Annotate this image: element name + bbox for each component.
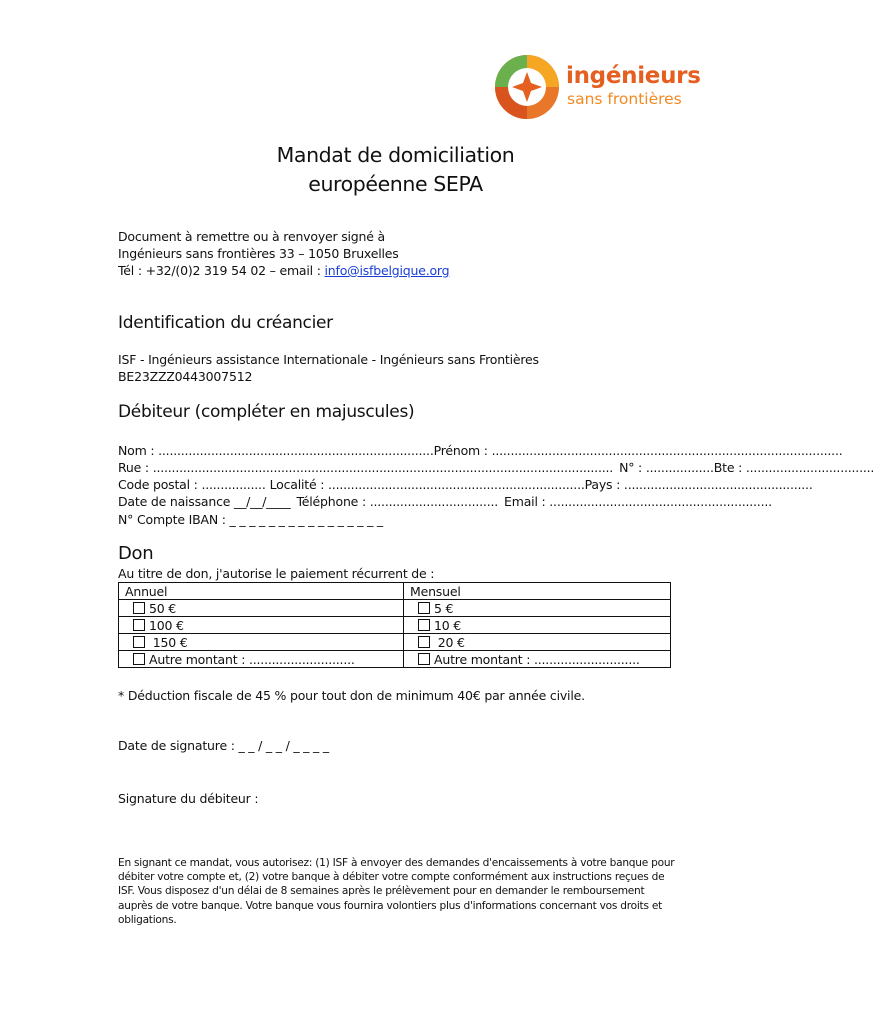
isf-logo-icon [494,54,560,120]
intro-line-2: Ingénieurs sans frontières 33 – 1050 Bruxelles [118,246,399,261]
checkbox-icon[interactable] [418,619,430,631]
option-mensuel-autre[interactable] [404,651,671,668]
intro-line-1: Document à remettre ou à renvoyer signé à [118,229,385,244]
isf-logo [494,54,701,120]
donation-table [118,582,671,668]
column-header-mensuel: Mensuel [404,583,671,600]
don-intro: Au titre de don, j'autorise le paiement récurrent de : [118,566,435,581]
table-row [119,634,671,651]
checkbox-icon[interactable] [133,602,145,614]
creditor-id: BE23ZZZ0443007512 [118,369,253,384]
email-field[interactable]: Email : ........................................................... [504,494,772,509]
checkbox-icon[interactable] [418,602,430,614]
checkbox-icon[interactable] [418,636,430,648]
bte-field[interactable]: Bte : .................................. [713,460,874,475]
signature-label: Signature du débiteur : [118,791,259,806]
checkbox-icon[interactable] [133,636,145,648]
iban-field[interactable]: N° Compte IBAN : _ _ _ _ _ _ _ _ _ _ _ _ _ _ _ _ [118,512,383,527]
tax-deduction-note: * Déduction fiscale de 45 % pour tout don de minimum 40€ par année civile. [118,688,585,703]
option-label: 5 € [434,600,454,616]
table-row [119,617,671,634]
option-label: 150 € [149,634,188,650]
debtor-row-contact [118,494,772,509]
option-annuel-50[interactable] [119,600,404,617]
email-link[interactable]: info@isfbelgique.org [324,263,450,278]
option-mensuel-5[interactable] [404,600,671,617]
checkbox-icon[interactable] [418,653,430,665]
table-header-row [119,583,671,600]
option-mensuel-10[interactable] [404,617,671,634]
debtor-row-name [118,443,843,458]
column-header-annuel: Annuel [119,583,404,600]
option-label: 10 € [434,617,462,633]
date-naissance-field[interactable]: Date de naissance __/__/____ [118,494,291,509]
nom-field[interactable]: Nom : ......................................................................... [118,443,434,458]
option-mensuel-20[interactable] [404,634,671,651]
debtor-row-address [118,460,874,475]
document-title-line-2: européenne SEPA [308,172,483,196]
document-title-line-1: Mandat de domiciliation [276,143,515,167]
option-annuel-autre[interactable] [119,651,404,668]
pays-field[interactable]: Pays : .................................................. [584,477,813,492]
phone-email-text: Tél : +32/(0)2 319 54 02 – email : [118,263,325,278]
prenom-field[interactable]: Prénom : ............................................................................................. [433,443,843,458]
logo-text-sans-frontieres: sans frontières [567,90,682,108]
debtor-heading: Débiteur (compléter en majuscules) [118,402,415,422]
table-row [119,651,671,668]
don-heading: Don [118,543,154,564]
option-label: 100 € [149,617,184,633]
creditor-name: ISF - Ingénieurs assistance Internationale - Ingénieurs sans Frontières [118,352,539,367]
logo-text-ingenieurs: ingénieurs [566,63,701,89]
rue-field[interactable]: Rue : .......................................................................................................................... [118,460,614,475]
option-label: Autre montant : ............................ [434,651,640,667]
table-row [119,600,671,617]
option-label: Autre montant : ............................ [149,651,355,667]
localite-field[interactable]: Localité : .................................................................... [269,477,585,492]
legal-notice: En signant ce mandat, vous autorisez: (1) ISF à envoyer des demandes d'encaissements à votre banque pour débiter votre compte et, (2) votre banque à débiter votre compte conformément aux instructions reçues de ISF. Vous disposez d'un délai de 8 semaines après le prélèvement pour en demander le remboursement auprès de votre banque. Votre banque vous fournira volontiers plus d'informations concernant vos droits et obligations. [118,857,675,926]
intro-line-3 [118,263,449,278]
signature-date-field[interactable]: Date de signature : _ _ / _ _ / _ _ _ _ [118,738,329,753]
telephone-field[interactable]: Téléphone : .................................. [296,494,499,509]
code-postal-field[interactable]: Code postal : ................. [118,477,266,492]
checkbox-icon[interactable] [133,619,145,631]
option-label: 50 € [149,600,177,616]
creditor-heading: Identification du créancier [118,313,333,333]
numero-field[interactable]: N° : .................. [619,460,714,475]
option-annuel-150[interactable] [119,634,404,651]
debtor-row-city [118,477,813,492]
checkbox-icon[interactable] [133,653,145,665]
option-annuel-100[interactable] [119,617,404,634]
option-label: 20 € [434,634,465,650]
